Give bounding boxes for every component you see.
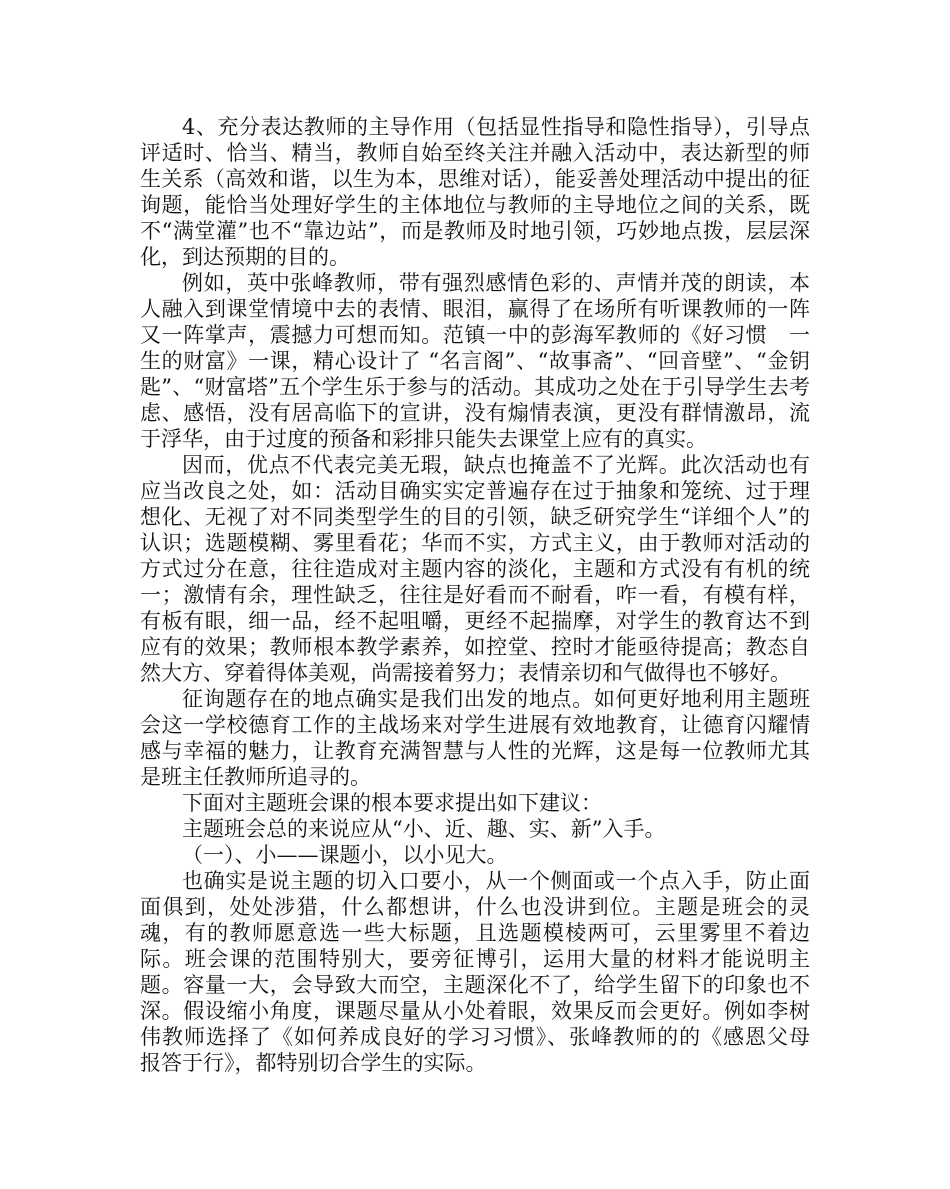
paragraph-small-topic: 也确实是说主题的切入口要小，从一个侧面或一个点入手，防止面面俱到，处处涉猎，什么都想讲，什么也没讲到位。主题是班会的灵魂，有的教师愿意选一些大标题，且选题模棱两可，云里雾里不着边际。班会课的范围特别大，要旁征博引，运用大量的材料才能说明主题。容量一大，会导致大而空，主题深化不了，给学生留下的印象也不深。假设缩小角度，课题尽量从小处着眼，效果反而会更好。例如李树伟教师选择了《如何养成良好的学习习惯》、张峰教师的的《感恩父母 报答于行》，都特别切合学生的实际。 [140,869,831,1075]
paragraph-shortcomings: 因而，优点不代表完美无瑕，缺点也掩盖不了光辉。此次活动也有应当改良之处，如：活动目确实实定普遍存在过于抽象和笼统、过于理想化、无视了对不同类型学生的目的引领，缺乏研究学生“详细个人”的认识；选题模糊、雾里看花；华而不实，方式主义，由于教师对活动的方式过分在意，往往造成对主题内容的淡化，主题和方式没有有机的统一；激情有余，理性缺乏，往往是好看而不耐看，咋一看，有模有样，有板有眼，细一品，经不起咀嚼，更经不起揣摩，对学生的教育达不到应有的效果；教师根本教学素养，如控堂、控时才能亟待提高；教态自然大方、穿着得体美观，尚需接着努力；表情亲切和气做得也不够好。 [140,453,810,685]
section-heading-small: （一）、小——课题小，以小见大。 [182,843,508,867]
paragraph-examples: 例如，英中张峰教师，带有强烈感情色彩的、声情并茂的朗读，本人融入到课堂情境中去的表情、眼泪，赢得了在场所有听课教师的一阵又一阵掌声，震撼力可想而知。范镇一中的彭海军教师的《好习惯 一生的财富》一课，精心设计了 “名言阁”、“故事斋”、“回音壁”、“金钥匙”、“财富塔”五个学生乐于参与的活动。其成功之处在于引导学生去考虑、感悟，没有居高临下的宣讲，没有煽情表演，更没有群情激昂，流于浮华，由于过度的预备和彩排只能失去课堂上应有的真实。 [140,271,810,451]
paragraph-suggestions-intro: 下面对主题班会课的根本要求提出如下建议： [182,791,602,815]
paragraph-starting-point: 征询题存在的地点确实是我们出发的地点。如何更好地利用主题班会这一学校德育工作的主战场来对学生进展有效地教育，让德育闪耀情感与幸福的魅力，让教育充满智慧与人性的光辉，这是每一位教师尤其是班主任教师所追寻的。 [140,687,810,789]
document-body [140,114,831,1076]
paragraph-overview: 主题班会总的来说应从“小、近、趣、实、新”入手。 [182,817,666,841]
paragraph-teacher-guidance: 4、充分表达教师的主导作用（包括显性指导和隐性指导），引导点评适时、恰当、精当，教师自始至终关注并融入活动中，表达新型的师生关系（高效和谐，以生为本，思维对话），能妥善处理活动中提出的征询题，能恰当处理好学生的主体地位与教师的主导地位之间的关系，既不“满堂灌”也不“靠边站”，而是教师及时地引领，巧妙地点拨，层层深化，到达预期的目的。 [140,115,810,269]
